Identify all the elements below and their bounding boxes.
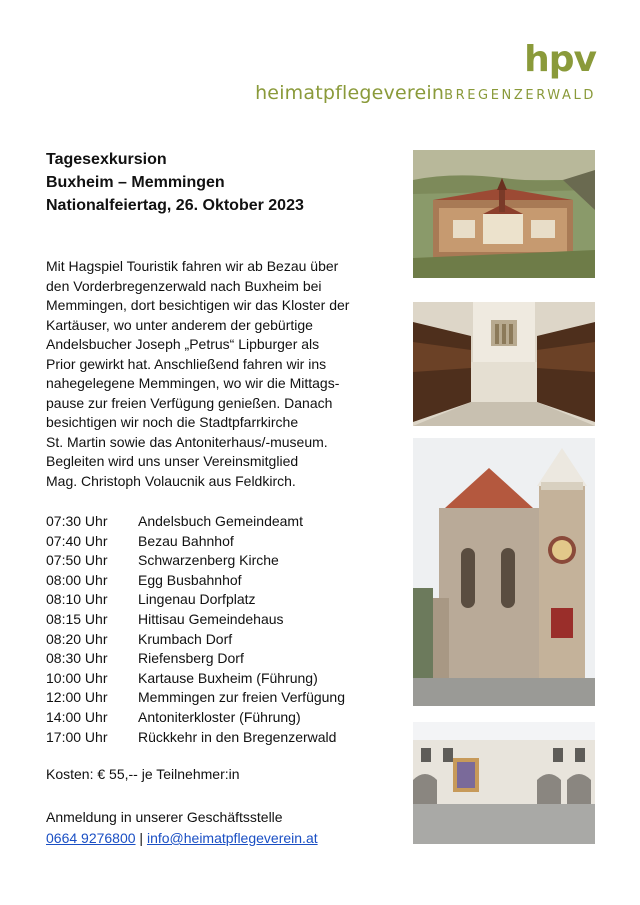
title-line-3: Nationalfeiertag, 26. Oktober 2023 xyxy=(46,197,304,214)
schedule-row xyxy=(46,551,345,571)
schedule-row xyxy=(46,610,345,630)
event-title xyxy=(46,148,304,217)
schedule-time: 07:50 Uhr xyxy=(46,552,108,569)
schedule-place: Andelsbuch Gemeindeamt xyxy=(138,513,303,529)
intro-line: den Vorderbregenzerwald nach Buxheim bei xyxy=(46,277,322,294)
church-interior-image xyxy=(413,302,595,426)
intro-line: Andelsbucher Joseph „Petrus“ Lipburger als xyxy=(46,336,320,352)
registration-contacts xyxy=(46,828,318,849)
schedule-place: Antoniterkloster (Führung) xyxy=(138,708,301,725)
intro-line: St. Martin sowie das Antoniterhaus/-museum. xyxy=(46,433,328,450)
schedule-row xyxy=(46,708,345,728)
schedule-row xyxy=(46,630,345,650)
schedule-place: Hittisau Gemeindehaus xyxy=(138,610,284,627)
intro-line: Memmingen, dort besichtigen wir das Kloster der xyxy=(46,297,350,313)
st-martin-church-image xyxy=(413,438,595,706)
schedule-time: 08:00 Uhr xyxy=(46,571,108,588)
schedule-time: 14:00 Uhr xyxy=(46,708,108,725)
association-logo xyxy=(255,39,596,104)
schedule-time: 08:20 Uhr xyxy=(46,630,108,647)
schedule-place: Riefensberg Dorf xyxy=(138,650,244,667)
schedule-time: 08:10 Uhr xyxy=(46,591,108,608)
intro-paragraph xyxy=(46,257,396,491)
schedule-place: Kartause Buxheim (Führung) xyxy=(138,669,318,686)
monastery-painting-image xyxy=(413,150,595,278)
schedule-row xyxy=(46,532,345,552)
intro-line: pause zur freien Verfügung genießen. Danach xyxy=(46,394,333,411)
intro-line: Mag. Christoph Volaucnik aus Feldkirch. xyxy=(46,472,296,489)
schedule-place: Lingenau Dorfplatz xyxy=(138,591,256,608)
intro-line: nahegelegene Memmingen, wo wir die Mittags- xyxy=(46,375,340,391)
schedule-time: 10:00 Uhr xyxy=(46,669,108,686)
logo-brand-region: BREGENZERWALD xyxy=(444,88,596,103)
schedule-time: 07:30 Uhr xyxy=(46,513,108,529)
title-line-1: Tagesexkursion xyxy=(46,151,167,168)
intro-line: Mit Hagspiel Touristik fahren wir ab Bezau über xyxy=(46,258,339,274)
schedule-time: 07:40 Uhr xyxy=(46,532,108,549)
contact-separator: | xyxy=(135,830,147,846)
schedule-row xyxy=(46,512,345,532)
schedule-row xyxy=(46,649,345,669)
schedule-row xyxy=(46,590,345,610)
intro-line: Prior gewirkt hat. Anschließend fahren wir ins xyxy=(46,355,327,372)
schedule-place: Krumbach Dorf xyxy=(138,630,233,647)
schedule-time: 08:30 Uhr xyxy=(46,650,108,667)
antoniterhaus-courtyard-image xyxy=(413,722,595,844)
intro-line: Begleiten wird uns unser Vereinsmitglied xyxy=(46,453,299,469)
schedule-time: 17:00 Uhr xyxy=(46,728,108,745)
schedule-list xyxy=(46,512,345,747)
schedule-place: Schwarzenberg Kirche xyxy=(138,552,279,569)
intro-line: Kartäuser, wo unter anderem der gebürtige xyxy=(46,316,313,333)
logo-wordmark xyxy=(255,82,596,104)
intro-line: besichtigen wir noch die Stadtpfarrkirche xyxy=(46,414,299,430)
schedule-time: 08:15 Uhr xyxy=(46,610,108,627)
schedule-row xyxy=(46,688,345,708)
registration-block xyxy=(46,807,318,849)
registration-label: Anmeldung in unserer Geschäftsstelle xyxy=(46,809,283,825)
schedule-place: Rückkehr in den Bregenzerwald xyxy=(138,728,337,745)
schedule-row xyxy=(46,728,345,748)
phone-link[interactable]: 0664 9276800 xyxy=(46,830,136,846)
schedule-place: Bezau Bahnhof xyxy=(138,532,234,549)
costs-text: Kosten: € 55,-- je Teilnehmer:in xyxy=(46,766,240,782)
email-link[interactable]: info@heimatpflegeverein.at xyxy=(146,830,318,846)
schedule-time: 12:00 Uhr xyxy=(46,689,108,706)
title-line-2: Buxheim – Memmingen xyxy=(46,174,225,191)
logo-brand-word: heimatpflegeverein xyxy=(255,82,445,104)
schedule-place: Memmingen zur freien Verfügung xyxy=(138,689,345,706)
logo-mark: hpv xyxy=(524,39,596,80)
schedule-row xyxy=(46,669,345,689)
schedule-row xyxy=(46,571,345,591)
schedule-place: Egg Busbahnhof xyxy=(138,571,242,588)
